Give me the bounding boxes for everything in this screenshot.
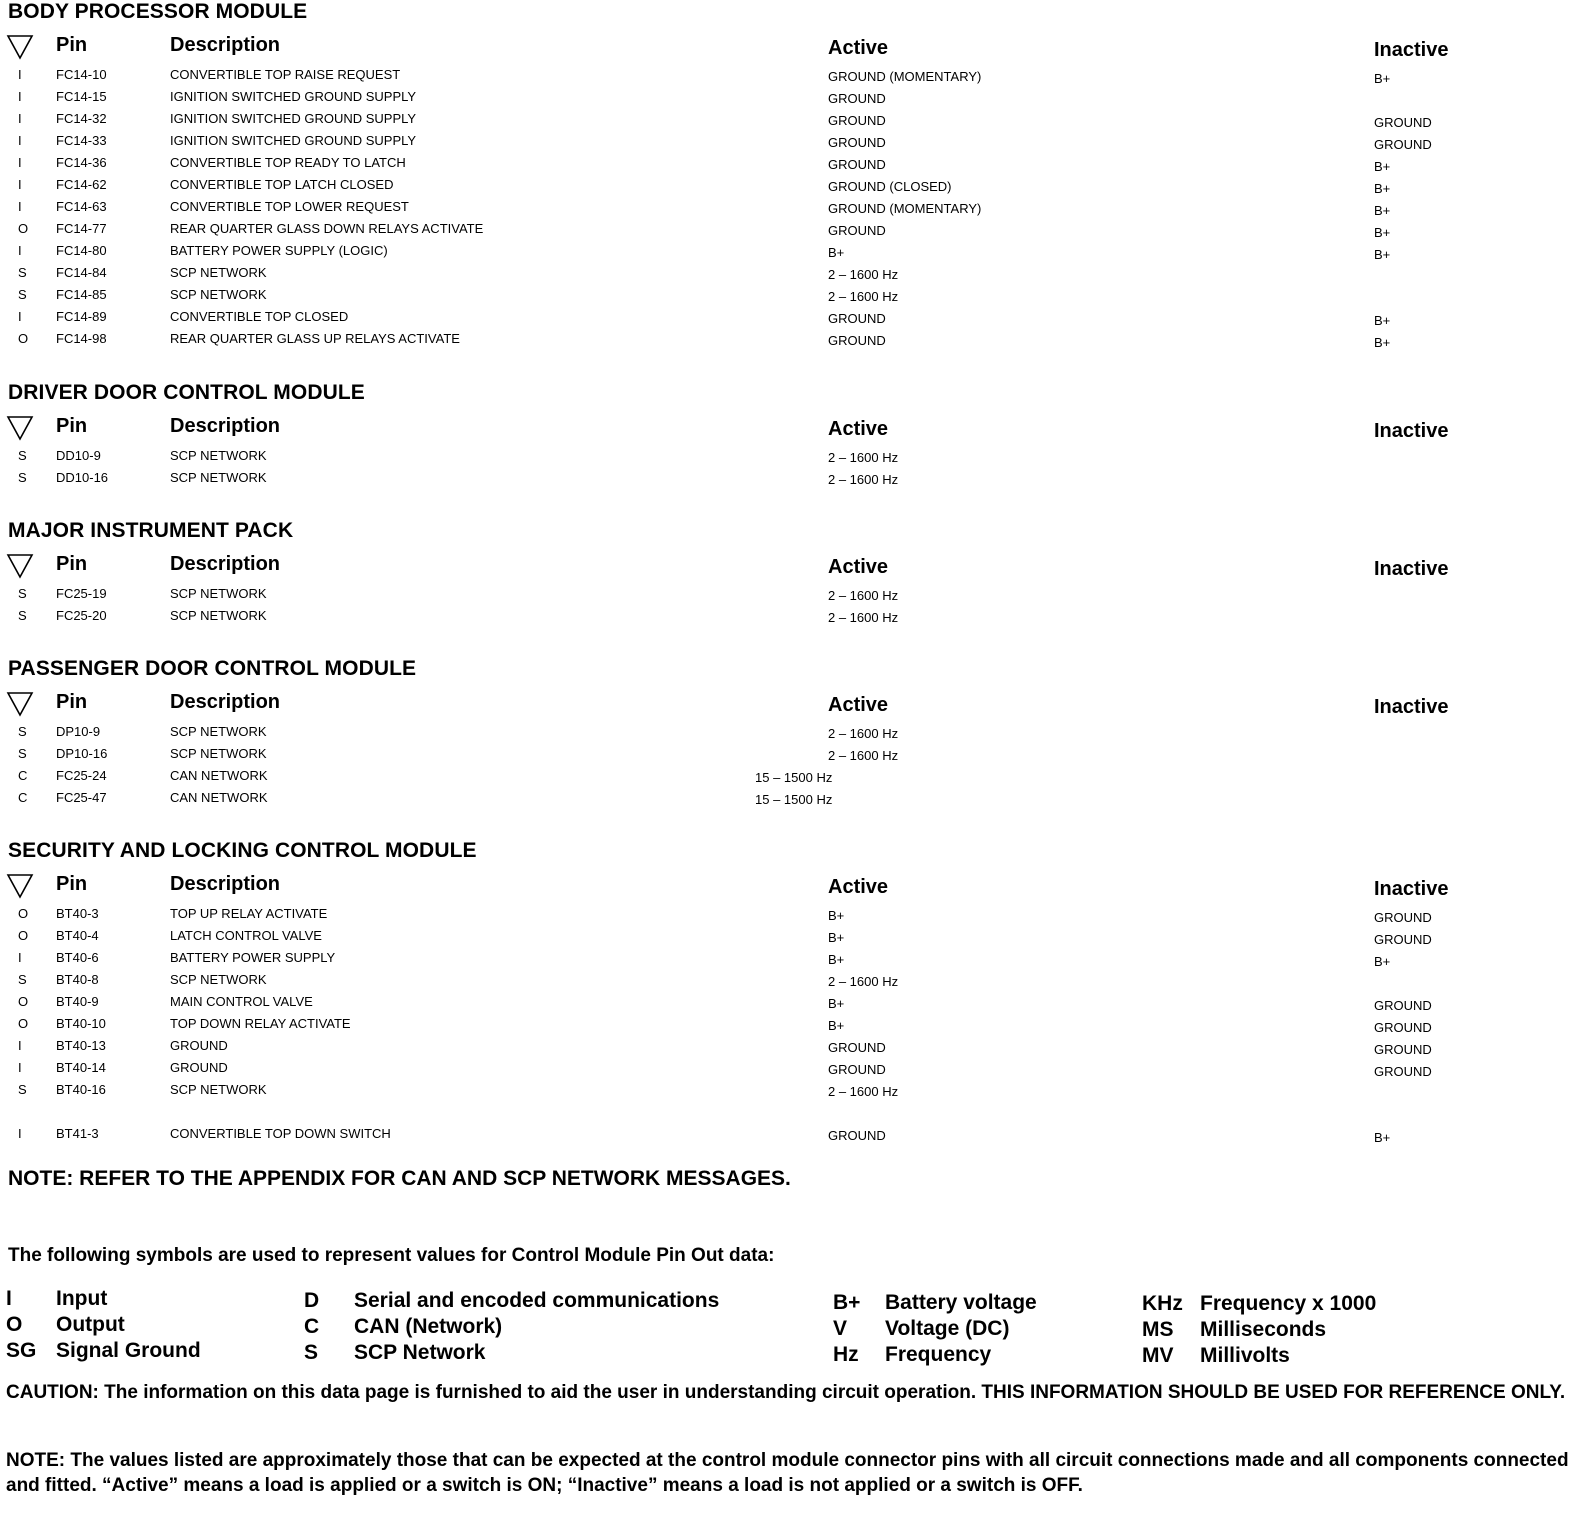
cell-description: SCP NETWORK bbox=[170, 586, 267, 601]
cell-active: B+ bbox=[828, 908, 845, 923]
cell-active: GROUND bbox=[828, 333, 886, 348]
cell-type: C bbox=[18, 768, 28, 783]
cell-pin: BT40-10 bbox=[56, 1016, 106, 1031]
table-row bbox=[0, 285, 1584, 307]
cell-pin: DP10-16 bbox=[56, 746, 108, 761]
header-active: Active bbox=[828, 876, 889, 898]
symbol-code: SG bbox=[6, 1339, 37, 1362]
cell-active: 2 – 1600 Hz bbox=[828, 1084, 899, 1099]
cell-active: GROUND bbox=[828, 223, 886, 238]
cell-active: B+ bbox=[828, 952, 845, 967]
cell-type: S bbox=[18, 746, 27, 761]
table-row bbox=[0, 948, 1584, 970]
cell-active: GROUND (CLOSED) bbox=[828, 179, 952, 194]
header-active: Active bbox=[828, 694, 889, 716]
table-header bbox=[0, 415, 1584, 447]
cell-type: I bbox=[18, 950, 22, 965]
cell-type: S bbox=[18, 724, 27, 739]
cell-type: I bbox=[18, 199, 22, 214]
cell-pin: FC25-20 bbox=[56, 608, 107, 623]
cell-inactive: GROUND bbox=[1374, 998, 1432, 1013]
table-row bbox=[0, 904, 1584, 926]
cell-description: SCP NETWORK bbox=[170, 1082, 267, 1097]
cell-type: O bbox=[18, 928, 29, 943]
cell-pin: FC14-15 bbox=[56, 89, 107, 104]
header-description: Description bbox=[170, 415, 281, 437]
cell-active: GROUND bbox=[828, 311, 886, 326]
cell-description: TOP UP RELAY ACTIVATE bbox=[170, 906, 328, 921]
section-title: PASSENGER DOOR CONTROL MODULE bbox=[8, 657, 417, 680]
cell-type: I bbox=[18, 133, 22, 148]
cell-type: S bbox=[18, 586, 27, 601]
cell-type: O bbox=[18, 221, 29, 236]
cell-active: 2 – 1600 Hz bbox=[828, 610, 899, 625]
cell-active: B+ bbox=[828, 1018, 845, 1033]
cell-type: O bbox=[18, 906, 29, 921]
symbol-code: S bbox=[304, 1341, 319, 1364]
cell-inactive: GROUND bbox=[1374, 115, 1432, 130]
cell-active: 2 – 1600 Hz bbox=[828, 472, 899, 487]
header-description: Description bbox=[170, 34, 281, 56]
cell-description: REAR QUARTER GLASS UP RELAYS ACTIVATE bbox=[170, 331, 460, 346]
table-row bbox=[0, 788, 1584, 810]
cell-type: I bbox=[18, 155, 22, 170]
cell-type: I bbox=[18, 243, 22, 258]
cell-description: CONVERTIBLE TOP DOWN SWITCH bbox=[170, 1126, 391, 1141]
cell-active: GROUND bbox=[828, 91, 886, 106]
cell-description: CAN NETWORK bbox=[170, 768, 268, 783]
table-row bbox=[0, 153, 1584, 175]
section-title: SECURITY AND LOCKING CONTROL MODULE bbox=[8, 839, 477, 862]
cell-active: 2 – 1600 Hz bbox=[828, 450, 899, 465]
header-description: Description bbox=[170, 691, 281, 713]
symbol-code: B+ bbox=[833, 1291, 861, 1314]
cell-description: CONVERTIBLE TOP LATCH CLOSED bbox=[170, 177, 394, 192]
symbol-meaning: Battery voltage bbox=[885, 1291, 1037, 1314]
symbol-code: MV bbox=[1142, 1344, 1174, 1367]
cell-active: 2 – 1600 Hz bbox=[828, 289, 899, 304]
cell-pin: BT40-9 bbox=[56, 994, 99, 1009]
header-inactive: Inactive bbox=[1374, 878, 1449, 900]
cell-description: BATTERY POWER SUPPLY (LOGIC) bbox=[170, 243, 388, 258]
cell-inactive: B+ bbox=[1374, 159, 1391, 174]
cell-description: CAN NETWORK bbox=[170, 790, 268, 805]
cell-inactive: GROUND bbox=[1374, 1064, 1432, 1079]
symbols-intro: The following symbols are used to represent values for Control Module Pin Out data: bbox=[8, 1245, 775, 1266]
cell-pin: BT40-8 bbox=[56, 972, 99, 987]
cell-inactive: GROUND bbox=[1374, 137, 1432, 152]
cell-type: I bbox=[18, 1060, 22, 1075]
cell-inactive: GROUND bbox=[1374, 910, 1432, 925]
cell-pin: FC14-89 bbox=[56, 309, 107, 324]
symbol-code: Hz bbox=[833, 1343, 859, 1366]
cell-description: CONVERTIBLE TOP LOWER REQUEST bbox=[170, 199, 409, 214]
cell-inactive: GROUND bbox=[1374, 932, 1432, 947]
symbol-meaning: Input bbox=[56, 1287, 108, 1310]
cell-pin: DD10-9 bbox=[56, 448, 101, 463]
cell-description: GROUND bbox=[170, 1038, 228, 1053]
cell-active: GROUND bbox=[828, 135, 886, 150]
cell-active: B+ bbox=[828, 245, 845, 260]
caution-text: CAUTION: The information on this data page is furnished to aid the user in understanding circuit operation. THIS INFORMATION SHOULD BE USED FOR REFERENCE ONLY. bbox=[6, 1382, 1566, 1403]
cell-description: CONVERTIBLE TOP RAISE REQUEST bbox=[170, 67, 401, 82]
table-row bbox=[0, 109, 1584, 131]
table-row bbox=[0, 197, 1584, 219]
symbol-code: KHz bbox=[1142, 1292, 1183, 1315]
table-row bbox=[0, 131, 1584, 153]
symbol-code: V bbox=[833, 1317, 848, 1340]
cell-type: C bbox=[18, 790, 28, 805]
cell-active: B+ bbox=[828, 930, 845, 945]
triangle-down-icon bbox=[6, 873, 34, 899]
section-title: MAJOR INSTRUMENT PACK bbox=[8, 519, 294, 542]
symbol-meaning: Serial and encoded communications bbox=[354, 1289, 720, 1312]
table-row bbox=[0, 175, 1584, 197]
table-row bbox=[0, 263, 1584, 285]
pin-table bbox=[0, 446, 1584, 490]
table-header bbox=[0, 873, 1584, 905]
header-inactive: Inactive bbox=[1374, 558, 1449, 580]
cell-pin: FC14-36 bbox=[56, 155, 107, 170]
header-pin: Pin bbox=[56, 34, 88, 56]
cell-active: 15 – 1500 Hz bbox=[755, 792, 833, 807]
cell-active: GROUND bbox=[828, 1062, 886, 1077]
symbol-meaning: CAN (Network) bbox=[354, 1315, 503, 1338]
table-row bbox=[0, 87, 1584, 109]
cell-active: GROUND bbox=[828, 1128, 886, 1143]
table-row bbox=[0, 744, 1584, 766]
symbol-code: D bbox=[304, 1289, 320, 1312]
cell-type: I bbox=[18, 89, 22, 104]
table-row bbox=[0, 241, 1584, 263]
cell-pin: BT40-6 bbox=[56, 950, 99, 965]
cell-pin: BT40-4 bbox=[56, 928, 99, 943]
cell-pin: FC14-62 bbox=[56, 177, 107, 192]
cell-type: S bbox=[18, 287, 27, 302]
cell-pin: FC14-85 bbox=[56, 287, 107, 302]
cell-description: BATTERY POWER SUPPLY bbox=[170, 950, 336, 965]
triangle-down-icon bbox=[6, 553, 34, 579]
appendix-note: NOTE: REFER TO THE APPENDIX FOR CAN AND SCP NETWORK MESSAGES. bbox=[8, 1167, 791, 1190]
cell-pin: DP10-9 bbox=[56, 724, 101, 739]
section-title: DRIVER DOOR CONTROL MODULE bbox=[8, 381, 365, 404]
symbol-meaning: Signal Ground bbox=[56, 1339, 201, 1362]
cell-type: S bbox=[18, 608, 27, 623]
cell-description: SCP NETWORK bbox=[170, 265, 267, 280]
cell-type: O bbox=[18, 331, 29, 346]
cell-pin: BT40-14 bbox=[56, 1060, 106, 1075]
header-pin: Pin bbox=[56, 415, 88, 437]
header-inactive: Inactive bbox=[1374, 420, 1449, 442]
header-description: Description bbox=[170, 873, 281, 895]
table-row bbox=[0, 446, 1584, 468]
cell-pin: FC14-10 bbox=[56, 67, 107, 82]
cell-inactive: B+ bbox=[1374, 247, 1391, 262]
table-header bbox=[0, 34, 1584, 66]
cell-inactive: B+ bbox=[1374, 954, 1391, 969]
cell-type: S bbox=[18, 448, 27, 463]
cell-description: IGNITION SWITCHED GROUND SUPPLY bbox=[170, 133, 417, 148]
cell-description: IGNITION SWITCHED GROUND SUPPLY bbox=[170, 89, 417, 104]
pin-table bbox=[0, 65, 1584, 351]
cell-type: I bbox=[18, 177, 22, 192]
cell-active: GROUND (MOMENTARY) bbox=[828, 69, 982, 84]
cell-inactive: B+ bbox=[1374, 71, 1391, 86]
symbol-code: O bbox=[6, 1313, 23, 1336]
table-row bbox=[0, 584, 1584, 606]
cell-active: 15 – 1500 Hz bbox=[755, 770, 833, 785]
symbol-code: MS bbox=[1142, 1318, 1174, 1341]
table-row bbox=[0, 307, 1584, 329]
cell-type: I bbox=[18, 309, 22, 324]
cell-pin: FC14-77 bbox=[56, 221, 107, 236]
table-row bbox=[0, 468, 1584, 490]
header-pin: Pin bbox=[56, 553, 88, 575]
cell-type: I bbox=[18, 111, 22, 126]
cell-description: CONVERTIBLE TOP CLOSED bbox=[170, 309, 349, 324]
cell-description: GROUND bbox=[170, 1060, 228, 1075]
header-pin: Pin bbox=[56, 873, 88, 895]
table-row bbox=[0, 329, 1584, 351]
table-row bbox=[0, 926, 1584, 948]
header-description: Description bbox=[170, 553, 281, 575]
cell-type: S bbox=[18, 972, 27, 987]
symbol-meaning: SCP Network bbox=[354, 1341, 486, 1364]
cell-pin: FC14-32 bbox=[56, 111, 107, 126]
cell-description: IGNITION SWITCHED GROUND SUPPLY bbox=[170, 111, 417, 126]
header-active: Active bbox=[828, 418, 889, 440]
cell-inactive: B+ bbox=[1374, 335, 1391, 350]
cell-description: SCP NETWORK bbox=[170, 746, 267, 761]
cell-active: 2 – 1600 Hz bbox=[828, 588, 899, 603]
cell-pin: FC14-80 bbox=[56, 243, 107, 258]
cell-inactive: B+ bbox=[1374, 313, 1391, 328]
cell-active: GROUND (MOMENTARY) bbox=[828, 201, 982, 216]
header-active: Active bbox=[828, 37, 889, 59]
symbol-meaning: Frequency x 1000 bbox=[1200, 1292, 1377, 1315]
section-title: BODY PROCESSOR MODULE bbox=[8, 0, 308, 23]
cell-description: SCP NETWORK bbox=[170, 972, 267, 987]
symbol-meaning: Milliseconds bbox=[1200, 1318, 1327, 1341]
cell-pin: FC25-47 bbox=[56, 790, 107, 805]
symbol-meaning: Millivolts bbox=[1200, 1344, 1290, 1367]
cell-pin: BT41-3 bbox=[56, 1126, 99, 1141]
cell-type: I bbox=[18, 1038, 22, 1053]
cell-inactive: GROUND bbox=[1374, 1042, 1432, 1057]
table-row bbox=[0, 1124, 1584, 1146]
table-row bbox=[0, 1036, 1584, 1058]
symbol-code: I bbox=[6, 1287, 12, 1310]
cell-active: B+ bbox=[828, 996, 845, 1011]
triangle-down-icon bbox=[6, 415, 34, 441]
table-header bbox=[0, 691, 1584, 723]
table-row bbox=[0, 1014, 1584, 1036]
table-row bbox=[0, 992, 1584, 1014]
header-active: Active bbox=[828, 556, 889, 578]
symbol-meaning: Voltage (DC) bbox=[885, 1317, 1010, 1340]
cell-pin: FC25-24 bbox=[56, 768, 107, 783]
header-inactive: Inactive bbox=[1374, 696, 1449, 718]
cell-description: SCP NETWORK bbox=[170, 724, 267, 739]
cell-description: TOP DOWN RELAY ACTIVATE bbox=[170, 1016, 351, 1031]
cell-inactive: B+ bbox=[1374, 1130, 1391, 1145]
cell-pin: FC14-98 bbox=[56, 331, 107, 346]
cell-active: GROUND bbox=[828, 1040, 886, 1055]
triangle-down-icon bbox=[6, 34, 34, 60]
cell-type: O bbox=[18, 1016, 29, 1031]
cell-description: SCP NETWORK bbox=[170, 448, 267, 463]
cell-description: SCP NETWORK bbox=[170, 287, 267, 302]
cell-inactive: B+ bbox=[1374, 181, 1391, 196]
pin-table bbox=[0, 722, 1584, 810]
cell-active: 2 – 1600 Hz bbox=[828, 267, 899, 282]
cell-type: I bbox=[18, 67, 22, 82]
cell-pin: BT40-13 bbox=[56, 1038, 106, 1053]
cell-inactive: B+ bbox=[1374, 225, 1391, 240]
cell-description: MAIN CONTROL VALVE bbox=[170, 994, 313, 1009]
symbol-code: C bbox=[304, 1315, 320, 1338]
values-note-text: NOTE: The values listed are approximately those that can be expected at the control module connector pins with all circuit connections made and all components connected and fitted. “Active” means a load is applied or a switch is ON; “Inactive” means a load is not applied or a switch is OFF. bbox=[6, 1450, 1569, 1496]
header-inactive: Inactive bbox=[1374, 39, 1449, 61]
cell-description: LATCH CONTROL VALVE bbox=[170, 928, 322, 943]
cell-pin: BT40-16 bbox=[56, 1082, 106, 1097]
cell-description: CONVERTIBLE TOP READY TO LATCH bbox=[170, 155, 406, 170]
cell-type: S bbox=[18, 1082, 27, 1097]
cell-pin: FC14-84 bbox=[56, 265, 107, 280]
table-header bbox=[0, 553, 1584, 585]
table-row bbox=[0, 722, 1584, 744]
cell-inactive: GROUND bbox=[1374, 1020, 1432, 1035]
cell-description: SCP NETWORK bbox=[170, 470, 267, 485]
cell-type: I bbox=[18, 1126, 22, 1141]
cell-pin: FC14-63 bbox=[56, 199, 107, 214]
header-pin: Pin bbox=[56, 691, 88, 713]
cell-pin: DD10-16 bbox=[56, 470, 109, 485]
cell-type: S bbox=[18, 265, 27, 280]
cell-pin: BT40-3 bbox=[56, 906, 99, 921]
table-row bbox=[0, 606, 1584, 628]
cell-active: 2 – 1600 Hz bbox=[828, 974, 899, 989]
cell-inactive: B+ bbox=[1374, 203, 1391, 218]
cell-type: O bbox=[18, 994, 29, 1009]
cell-description: REAR QUARTER GLASS DOWN RELAYS ACTIVATE bbox=[170, 221, 484, 236]
symbol-meaning: Output bbox=[56, 1313, 125, 1336]
cell-pin: FC14-33 bbox=[56, 133, 107, 148]
triangle-down-icon bbox=[6, 691, 34, 717]
cell-type: S bbox=[18, 470, 27, 485]
cell-active: 2 – 1600 Hz bbox=[828, 748, 899, 763]
table-row bbox=[0, 1080, 1584, 1102]
table-row bbox=[0, 65, 1584, 87]
table-row bbox=[0, 1058, 1584, 1080]
pin-table bbox=[0, 584, 1584, 628]
table-row bbox=[0, 219, 1584, 241]
cell-active: GROUND bbox=[828, 113, 886, 128]
table-row bbox=[0, 766, 1584, 788]
pin-table bbox=[0, 904, 1584, 1146]
table-row bbox=[0, 970, 1584, 992]
cell-pin: FC25-19 bbox=[56, 586, 107, 601]
cell-active: GROUND bbox=[828, 157, 886, 172]
cell-active: 2 – 1600 Hz bbox=[828, 726, 899, 741]
cell-description: SCP NETWORK bbox=[170, 608, 267, 623]
symbol-meaning: Frequency bbox=[885, 1343, 992, 1366]
